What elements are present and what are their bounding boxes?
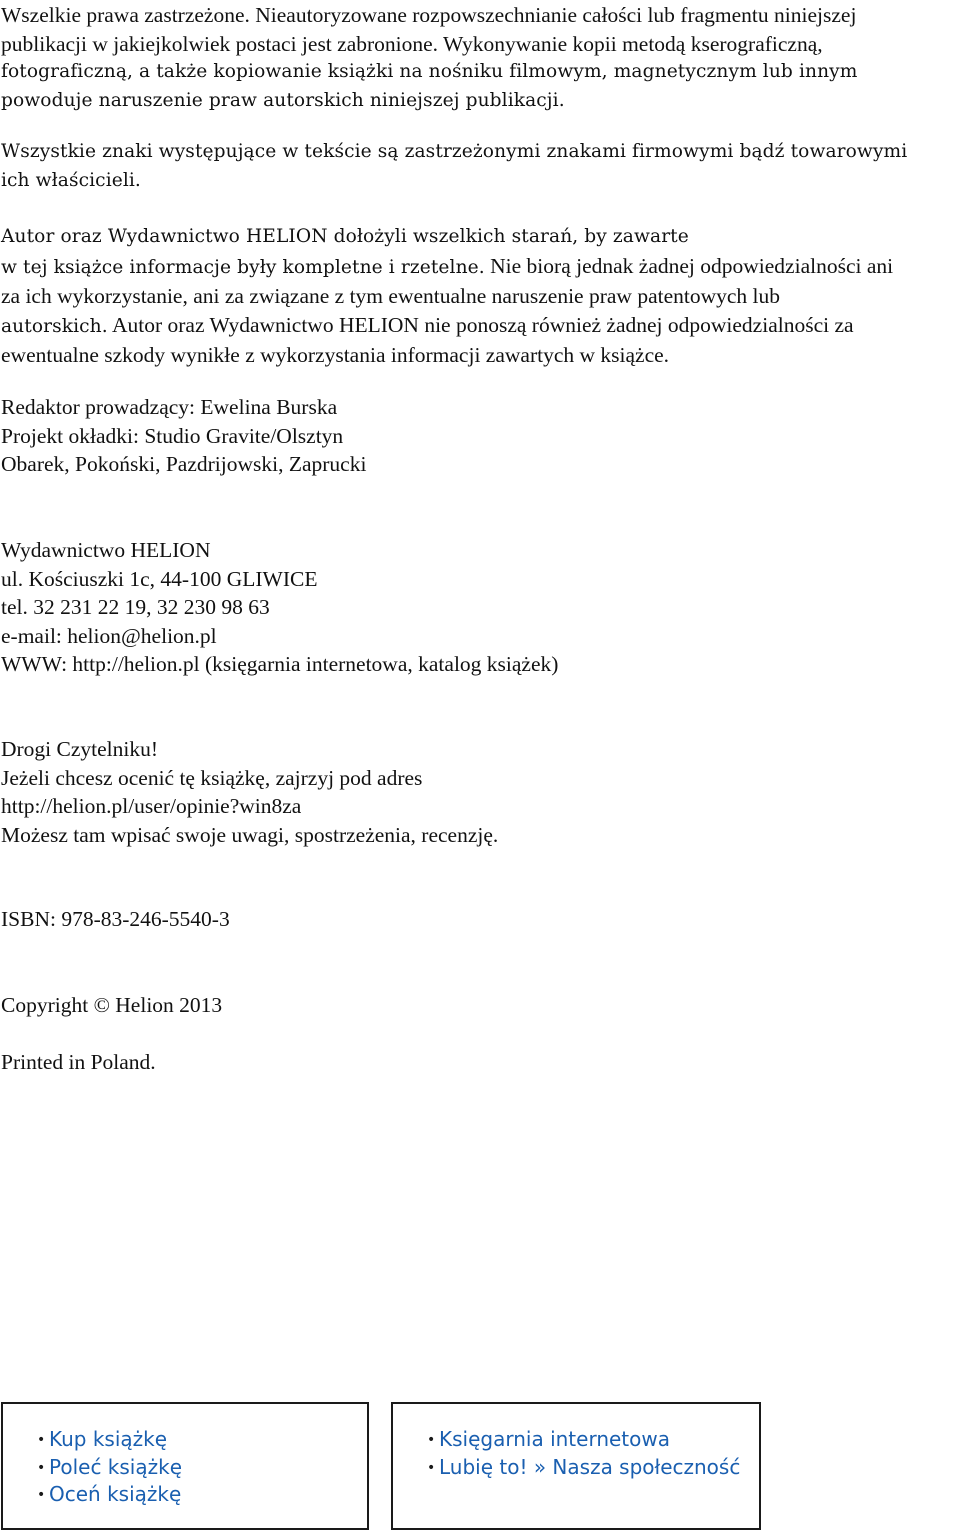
credits [1, 393, 366, 479]
publisher-www: WWW: http://helion.pl (księgarnia internetowa, katalog książek) [1, 652, 559, 676]
trademarks-line-1: Wszystkie znaki występujące w tekście są zastrzeżonymi znakami firmowymi bądź towarowymi [1, 141, 908, 162]
rights-line-3: fotograficzną, a także kopiowanie książki na nośniku filmowym, magnetycznym lub innym [1, 61, 858, 82]
disclaimer-line-3: za ich wykorzystanie, ani za związane z tym ewentualne naruszenie praw patentowych lub [1, 284, 781, 308]
reader-message [1, 735, 498, 849]
disclaimer-line-5: ewentualne szkody wynikłe z wykorzystania informacji zawartych w książce. [1, 343, 670, 367]
bullet-icon: • [37, 1459, 46, 1476]
online-bookstore-link[interactable]: • Księgarnia internetowa [427, 1426, 759, 1454]
bullet-icon: • [37, 1487, 46, 1503]
isbn: ISBN: 978-83-246-5540-3 [1, 907, 230, 931]
cover-credit: Projekt okładki: Studio Gravite/Olsztyn [1, 423, 344, 448]
copyright: Copyright © Helion 2013 [1, 993, 223, 1017]
publisher-phone: tel. 32 231 22 19, 32 230 98 63 [1, 595, 270, 619]
disclaimer-line-2 [1, 252, 893, 283]
publisher-name: Wydawnictwo HELION [1, 538, 211, 562]
rights-line-1: Wszelkie prawa zastrzeżone. Nieautoryzowane rozpowszechnianie całości lub fragmentu niniejszej [1, 3, 857, 27]
promo-box-left [1, 1402, 369, 1530]
trademarks-notice [1, 138, 907, 195]
promo-box-right [391, 1402, 761, 1530]
disclaimer-line-2b: Nie biorą jednak żadnej odpowiedzialności ani [484, 253, 894, 278]
trademarks-line-2: ich właścicieli. [1, 169, 141, 191]
publisher-info [1, 536, 558, 679]
printed-in: Printed in Poland. [1, 1050, 156, 1074]
recommend-book-link[interactable]: • Poleć książkę [37, 1454, 367, 1482]
bullet-icon: • [427, 1459, 436, 1476]
disclaimer-notice [1, 223, 893, 370]
bullet-icon: • [427, 1432, 436, 1448]
reader-line-1: Jeżeli chcesz ocenić tę książkę, zajrzyj pod adres [1, 765, 423, 790]
editor-credit: Redaktor prowadzący: Ewelina Burska [1, 395, 338, 419]
community-link[interactable]: • Lubię to! » Nasza społeczność [427, 1454, 759, 1482]
reader-line-2: Możesz tam wpisać swoje uwagi, spostrzeżenia, recenzję. [1, 822, 499, 847]
cover-authors: Obarek, Pokoński, Pazdrijowski, Zaprucki [1, 452, 367, 476]
disclaimer-line-4b: Autor oraz Wydawnictwo HELION nie ponoszą również żadnej odpowiedzialności za [107, 312, 854, 337]
buy-book-link[interactable]: • Kup książkę [37, 1426, 367, 1454]
reader-greeting: Drogi Czytelniku! [1, 737, 159, 761]
rights-line-4: powoduje naruszenie praw autorskich niniejszej publikacji. [1, 89, 565, 111]
disclaimer-line-4a: autorskich. [1, 315, 108, 337]
publisher-address: ul. Kościuszki 1c, 44-100 GLIWICE [1, 566, 318, 591]
rights-line-2: publikacji w jakiejkolwiek postaci jest zabronione. Wykonywanie kopii metodą kserograficzną, [1, 31, 823, 56]
rate-book-link[interactable]: • Oceń książkę [37, 1481, 367, 1509]
reader-opinion-url: http://helion.pl/user/opinie?win8za [1, 794, 302, 818]
publisher-email: e-mail: helion@helion.pl [1, 623, 217, 648]
disclaimer-line-4 [1, 311, 893, 342]
rights-notice [1, 1, 857, 115]
disclaimer-line-1: Autor oraz Wydawnictwo HELION dołożyli wszelkich starań, by zawarte [1, 226, 689, 247]
bullet-icon: • [37, 1432, 46, 1448]
disclaimer-line-2a: w tej książce informacje były kompletne i rzetelne. [1, 256, 485, 278]
